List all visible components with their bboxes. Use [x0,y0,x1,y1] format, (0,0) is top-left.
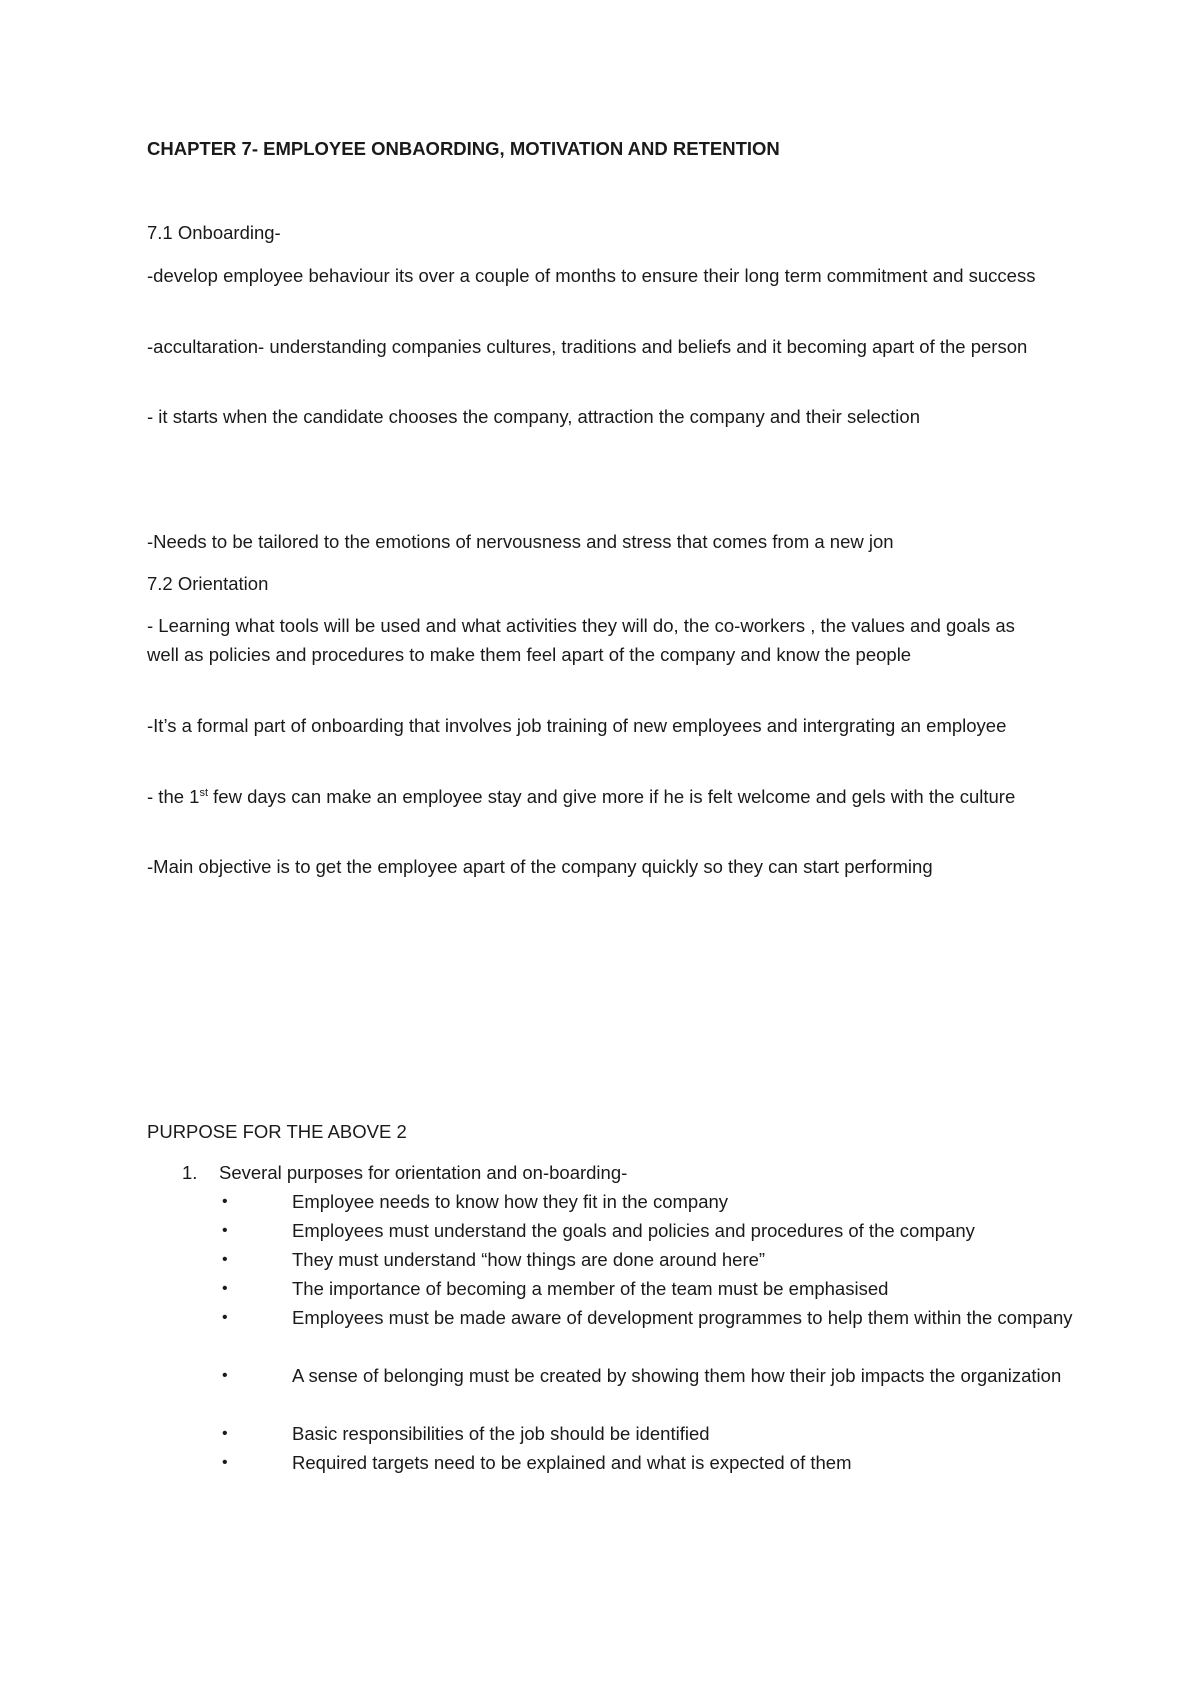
superscript: st [199,786,209,799]
list-number: 1. [182,1162,198,1183]
bullet-text: Employees must be made aware of development programmes to help them within the company [292,1307,1073,1328]
list-item [222,1361,1085,1390]
section-heading-onboarding: 7.1 Onboarding- [147,222,281,243]
first-days-start: - the 1 [147,786,200,807]
bullet-icon: • [222,1425,228,1442]
bullet-icon: • [222,1280,228,1297]
chapter-title: CHAPTER 7- EMPLOYEE ONBAORDING, MOTIVATION AND RETENTION [147,138,780,159]
bullet-text: Employee needs to know how they fit in the company [292,1191,729,1212]
list-item [222,1448,1085,1477]
bullet-icon: • [222,1367,228,1384]
bullet-text: A sense of belonging must be created by showing them how their job impacts the organization [292,1365,1062,1386]
bullet-text: Required targets need to be explained and what is expected of them [292,1452,852,1473]
paragraph: -accultaration- understanding companies cultures, traditions and beliefs and it becoming apart of the person [147,336,1028,357]
paragraph-first-days [147,782,1047,811]
bullet-icon: • [222,1309,228,1326]
bullet-icon: • [222,1193,228,1210]
bullet-text: They must understand “how things are done around here” [292,1249,766,1270]
list-item [222,1303,1085,1332]
list-item [222,1419,1085,1448]
list-item [222,1216,1085,1245]
bullet-text: The importance of becoming a member of the team must be emphasised [292,1278,889,1299]
section-heading-orientation: 7.2 Orientation [147,573,269,594]
paragraph: - it starts when the candidate chooses the company, attraction the company and their selection [147,406,920,427]
list-item [222,1274,1085,1303]
paragraph: -Needs to be tailored to the emotions of nervousness and stress that comes from a new jon [147,531,894,552]
bullet-text: Basic responsibilities of the job should be identified [292,1423,710,1444]
list-item-text: Several purposes for orientation and on-boarding- [219,1162,628,1183]
bullet-icon: • [222,1251,228,1268]
bullet-icon: • [222,1454,228,1471]
list-item [222,1187,1085,1216]
paragraph: -Main objective is to get the employee apart of the company quickly so they can start performing [147,856,933,877]
first-days-end: few days can make an employee stay and give more if he is felt welcome and gels with the culture [208,786,1016,807]
list-item [222,1245,1085,1274]
bullet-icon: • [222,1222,228,1239]
bullet-text: Employees must understand the goals and policies and procedures of the company [292,1220,975,1241]
paragraph: - Learning what tools will be used and what activities they will do, the co-workers , the values and goals as well as policies and procedures to make them feel apart of the company and know the people [147,615,1015,665]
paragraph: -It’s a formal part of onboarding that involves job training of new employees and intergrating an employee [147,715,1007,736]
purpose-heading: PURPOSE FOR THE ABOVE 2 [147,1121,407,1142]
paragraph: -develop employee behaviour its over a couple of months to ensure their long term commitment and success [147,265,1036,286]
